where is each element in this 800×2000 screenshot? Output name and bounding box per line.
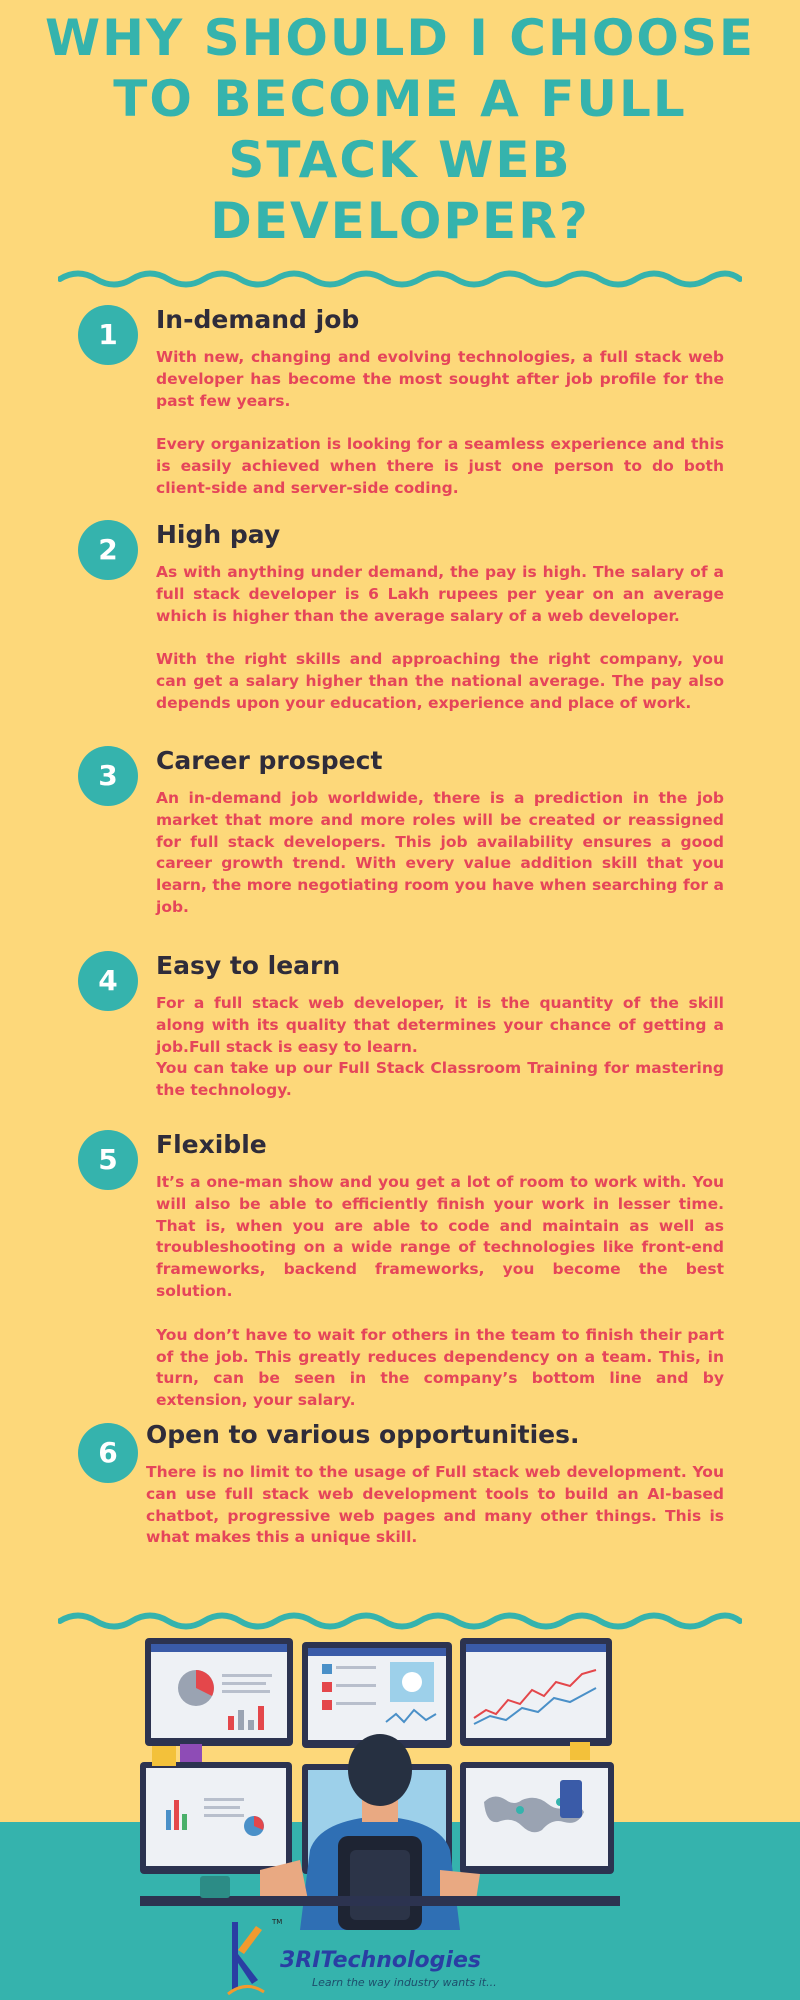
number-badge: 1 bbox=[78, 305, 138, 365]
paragraph: With new, changing and evolving technologies, a full stack web developer has become the most sought after job profile for the past few years. bbox=[156, 348, 724, 410]
wave-divider-top bbox=[58, 266, 742, 292]
reason-body bbox=[156, 1172, 724, 1412]
paragraph: As with anything under demand, the pay is high. The salary of a full stack developer is 6 Lakh rupees per year on an average which is higher than the average salary of a web developer. bbox=[156, 563, 724, 625]
reason-heading: Flexible bbox=[156, 1130, 267, 1159]
reason-body bbox=[156, 993, 724, 1102]
brand-tagline: Learn the way industry wants it... bbox=[312, 1976, 497, 1989]
logo-k-icon bbox=[226, 1920, 266, 1996]
reason-heading: Open to various opportunities. bbox=[146, 1420, 580, 1449]
number-badge: 2 bbox=[78, 520, 138, 580]
paragraph: An in-demand job worldwide, there is a prediction in the job market that more and more roles will be created or reassigned for full stack developers. This job availability ensures a good career growth trend. With every value addition skill that you learn, the more negotiating room you have when searching for a job. bbox=[156, 789, 724, 916]
brand-name: 3RITechnologies bbox=[280, 1948, 481, 1973]
reason-body bbox=[156, 788, 724, 919]
paragraph: With the right skills and approaching the right company, you can get a salary higher than the national average. The pay also depends upon your education, experience and place of work. bbox=[156, 650, 724, 712]
reason-heading: High pay bbox=[156, 520, 281, 549]
reason-heading: Career prospect bbox=[156, 746, 383, 775]
trademark-mark: TM bbox=[272, 1918, 283, 1926]
paragraph: You don’t have to wait for others in the team to finish their part of the job. This greatly reduces dependency on a team. This, in turn, can be seen in the company’s bottom line and by extension, your salary. bbox=[156, 1325, 724, 1410]
reason-body bbox=[156, 347, 724, 500]
number-badge: 5 bbox=[78, 1130, 138, 1190]
paragraph: There is no limit to the usage of Full stack web development. You can use full stack web development tools to build an AI-based chatbot, progressive web pages and many other things. This is what makes this a unique skill. bbox=[146, 1463, 724, 1547]
paragraph: For a full stack web developer, it is the quantity of the skill along with its quality that determines your chance of getting a job.Full stack is easy to learn. bbox=[156, 994, 724, 1056]
paragraph: Every organization is looking for a seamless experience and this is easily achieved when there is just one person to do both client-side and server-side coding. bbox=[156, 435, 724, 497]
paragraph: You can take up our Full Stack Classroom Training for mastering the technology. bbox=[156, 1059, 724, 1100]
page-title: WHY SHOULD I CHOOSE TO BECOME A FULL STACK WEB DEVELOPER? bbox=[44, 9, 756, 250]
reason-body bbox=[156, 562, 724, 715]
paragraph: It’s a one-man show and you get a lot of room to work with. You will also be able to efficiently finish your work in lesser time. That is, when you are able to code and maintain as well as troubleshooting on a wide range of technologies like front-end frameworks, backend frameworks, you become the best solution. bbox=[156, 1173, 724, 1300]
number-badge: 4 bbox=[78, 951, 138, 1011]
reason-heading: Easy to learn bbox=[156, 951, 341, 980]
number-badge: 6 bbox=[78, 1423, 138, 1483]
reason-body bbox=[146, 1462, 724, 1549]
reason-heading: In-demand job bbox=[156, 305, 360, 334]
developer-at-monitors-illustration bbox=[140, 1630, 620, 1930]
number-badge: 3 bbox=[78, 746, 138, 806]
